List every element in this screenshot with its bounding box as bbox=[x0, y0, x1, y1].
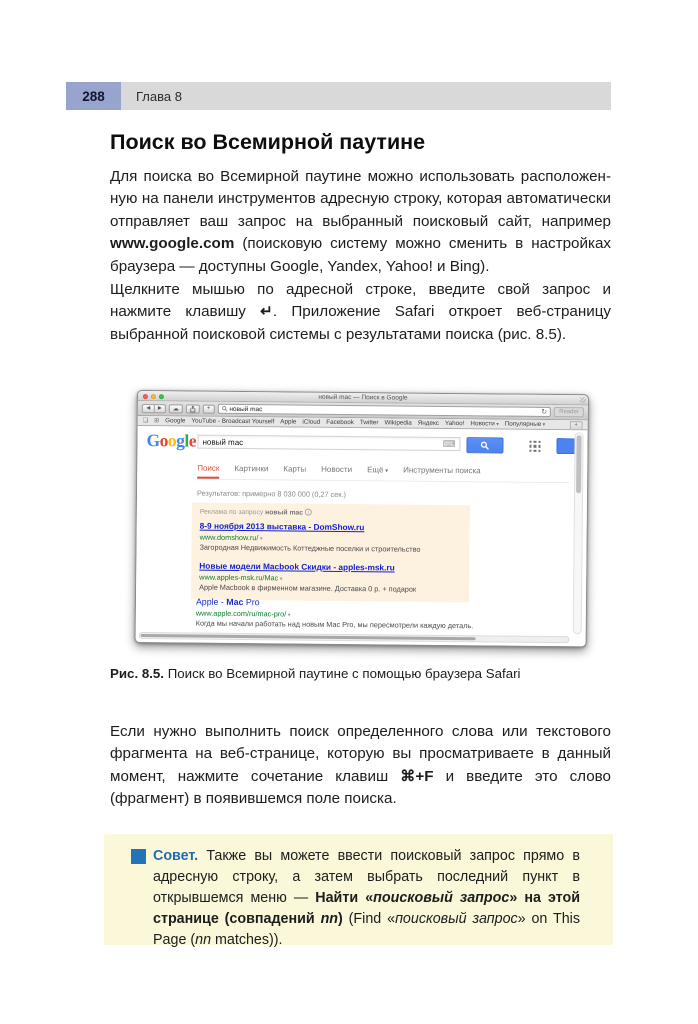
paragraph-3-text: Если нужно выполнить поиск определенного слова или текстового фрагмента на веб-странице, которую вы просматриваете в данный момент, нажмите сочетание клавиш bbox=[110, 723, 611, 785]
keyboard-icon[interactable]: ⌨ bbox=[442, 438, 456, 449]
google-tab-search-tools[interactable]: Инструменты поиска bbox=[403, 465, 481, 476]
figure-caption-text: Поиск во Всемирной паутине с помощью браузера Safari bbox=[164, 666, 521, 681]
horizontal-scrollbar[interactable] bbox=[139, 632, 570, 643]
page-title: Поиск во Всемирной паутине bbox=[110, 130, 426, 154]
ad-result bbox=[199, 561, 461, 595]
paragraph-1-text-end: (поисковую систему можно сменить в настройках браузера — доступны Google, Yandex, Yahoo! и Bing). bbox=[110, 235, 611, 275]
tab-bar-new-tab-button[interactable]: + bbox=[570, 421, 583, 429]
ad-url[interactable]: www.domshow.ru/ ▾ bbox=[200, 532, 462, 544]
tip-marker-icon bbox=[131, 849, 146, 864]
bookmark-item[interactable]: Facebook bbox=[326, 418, 354, 427]
tip-box bbox=[104, 834, 613, 948]
google-tab-search[interactable]: Поиск bbox=[197, 464, 219, 479]
ad-description: Apple Macbook в фирменном магазине. Доставка 0 р. + подарок bbox=[199, 582, 417, 594]
google-result-tabs bbox=[197, 464, 569, 484]
paragraph-2 bbox=[110, 279, 611, 346]
ad-result bbox=[199, 521, 461, 555]
page-number: 288 bbox=[66, 82, 121, 110]
vertical-scrollbar-thumb[interactable] bbox=[576, 435, 582, 493]
address-text: новый mac bbox=[229, 405, 263, 413]
minimize-button[interactable] bbox=[151, 394, 156, 399]
share-icon bbox=[190, 405, 196, 412]
chapter-title: Глава 8 bbox=[121, 82, 611, 110]
web-page-content bbox=[136, 426, 588, 646]
bookmark-folder[interactable]: Новости ▾ bbox=[470, 420, 498, 427]
share-button[interactable] bbox=[186, 404, 200, 413]
new-tab-button[interactable]: + bbox=[203, 404, 215, 413]
resize-grip[interactable] bbox=[580, 397, 586, 403]
google-search-button[interactable] bbox=[466, 437, 503, 453]
horizontal-scrollbar-thumb[interactable] bbox=[141, 634, 476, 640]
smart-search-field[interactable] bbox=[217, 404, 551, 417]
paragraph-2-text: Щелкните мышью по адресной строке, введите свой запрос и нажмите клавишу bbox=[110, 281, 611, 321]
paragraph-3-text-end: и введите это слово (фрагмент) в появившемся поле поиска. bbox=[110, 767, 611, 808]
paragraph-2-text-end: . Приложение Safari откроет веб-страницу выбранной поисковой системы с результатами поиска (рис. 8.5). bbox=[110, 303, 611, 343]
apps-grid-icon[interactable] bbox=[529, 441, 540, 452]
bookmark-item[interactable]: Wikipedia bbox=[384, 419, 412, 427]
safari-window bbox=[135, 390, 589, 647]
top-sites-icon[interactable]: ⊞ bbox=[154, 418, 160, 425]
ad-link[interactable]: 8-9 ноября 2013 выставка - DomShow.ru bbox=[199, 520, 365, 533]
bookmark-item[interactable]: YouTube - Broadcast Yourself bbox=[191, 417, 275, 426]
bookmark-item[interactable]: Google bbox=[165, 417, 186, 425]
ad-link[interactable]: Новые модели Macbook Скидки - apples-msk.ru bbox=[199, 560, 395, 573]
figure-caption bbox=[110, 666, 521, 681]
ads-block bbox=[191, 503, 470, 603]
paragraph-1-text: Для поиска во Всемирной паутине можно использовать расположенную на панели инструментов адресную строку, которая автоматически отправляет ваш запрос на выбранный поисковый сайт, например bbox=[110, 168, 611, 230]
paragraph-3 bbox=[110, 721, 611, 811]
figure-safari-screenshot bbox=[135, 390, 589, 647]
reload-icon[interactable]: ↻ bbox=[541, 408, 548, 416]
info-icon[interactable]: i bbox=[305, 509, 312, 516]
figure-caption-label: Рис. 8.5. bbox=[110, 666, 165, 681]
google-tab-maps[interactable]: Карты bbox=[283, 464, 307, 474]
bookmark-item[interactable]: iCloud bbox=[302, 418, 321, 426]
cmd-f-shortcut: ⌘+F bbox=[400, 767, 434, 785]
back-button[interactable]: ◀ bbox=[143, 405, 154, 412]
ad-url[interactable]: www.apples-msk.ru/Mac ▾ bbox=[199, 572, 461, 584]
zoom-button[interactable] bbox=[159, 394, 164, 399]
result-url[interactable]: www.apple.com/ru/mac-pro/ ▾ bbox=[196, 608, 526, 620]
google-search-input[interactable] bbox=[197, 435, 460, 452]
forward-button[interactable]: ▶ bbox=[154, 405, 165, 412]
search-result bbox=[196, 597, 526, 631]
google-tab-images[interactable]: Картинки bbox=[234, 463, 269, 474]
result-description: Когда мы начали работать над новым Mac Pro, мы пересмотрели каждую деталь. bbox=[195, 618, 474, 631]
ads-label: Реклама по запросу новый mac i bbox=[200, 508, 462, 519]
search-icon bbox=[480, 441, 489, 450]
tip-text: Совет. Также вы можете ввести поисковый запрос прямо в адресную строку, а затем выбрать последний пункт в открывшемся меню — Найти «поисковый запрос» на этой странице (совпадений nn) (Find «поисковый запрос» on This Page (nn matches)). bbox=[153, 848, 581, 948]
google-url-bold: www.google.com bbox=[110, 235, 235, 253]
bookmark-item[interactable]: Яндекс bbox=[417, 419, 439, 427]
search-icon bbox=[221, 406, 227, 412]
bookmark-folder[interactable]: Популярные ▾ bbox=[505, 421, 546, 428]
google-tab-news[interactable]: Новости bbox=[321, 464, 353, 475]
bookmark-item[interactable]: Yahoo! bbox=[444, 419, 465, 428]
window-title: новый mac — Поиск в Google bbox=[318, 393, 408, 402]
bookmark-item[interactable]: Twitter bbox=[359, 419, 379, 427]
cloud-icon: ☁ bbox=[172, 405, 179, 412]
reader-button[interactable]: Reader bbox=[554, 407, 584, 417]
sign-in-button[interactable] bbox=[556, 438, 574, 454]
return-key-icon: ↵ bbox=[260, 303, 273, 321]
bookmark-item[interactable]: Apple bbox=[280, 418, 297, 426]
google-tab-more[interactable]: Ещё ▾ bbox=[367, 465, 388, 480]
chapter-header bbox=[66, 82, 611, 110]
paragraph-1 bbox=[110, 166, 611, 278]
ad-description: Загородная Недвижимость Коттеджные поселки и строительство bbox=[199, 542, 421, 554]
nav-buttons bbox=[142, 404, 166, 413]
google-logo: Google bbox=[146, 430, 197, 451]
result-link[interactable]: Apple - Mac Pro bbox=[195, 596, 260, 608]
close-button[interactable] bbox=[143, 394, 148, 399]
tip-label: Совет. bbox=[153, 848, 199, 864]
vertical-scrollbar[interactable] bbox=[573, 432, 584, 634]
search-query-text: новый mac bbox=[202, 437, 244, 447]
icloud-tabs-button[interactable] bbox=[169, 404, 183, 413]
bookmarks-sidebar-icon[interactable]: ❏ bbox=[142, 418, 149, 425]
results-stats: Результатов: примерно 8 030 000 (0,27 сек.) bbox=[196, 488, 346, 500]
traffic-lights bbox=[143, 394, 164, 399]
